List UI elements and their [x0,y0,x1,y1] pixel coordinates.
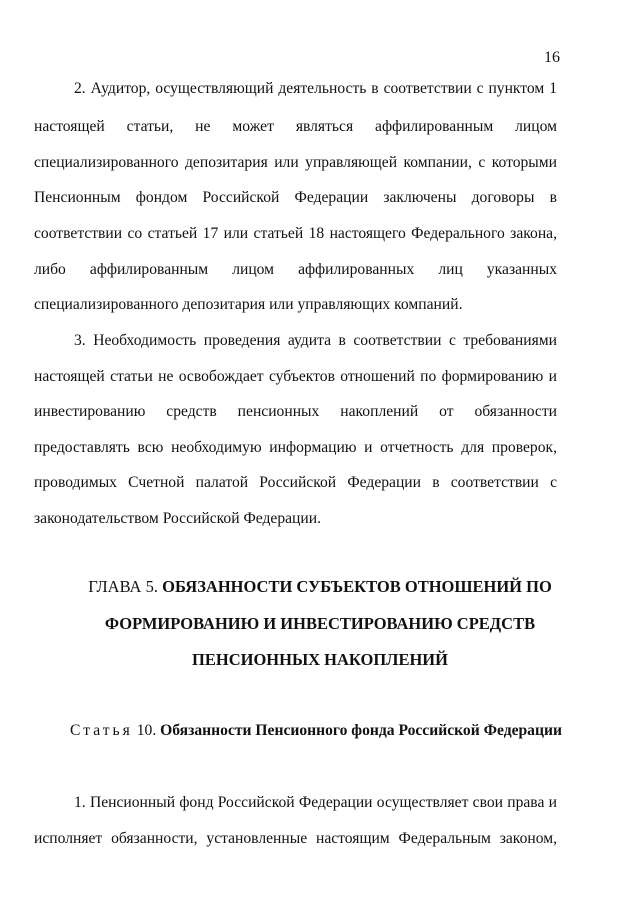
para2-line-1: 2. Аудитор, осуществляющий деятельность в соответствии с пунктом 1 [74,80,557,97]
para3-line-1: 3. Необходимость проведения аудита в соответствии с требованиями [74,332,557,349]
chapter-title-part-1: ОБЯЗАННОСТИ СУБЪЕКТОВ ОТНОШЕНИЙ ПО [162,577,552,596]
para3-line-6: законодательством Российской Федерации. [34,510,321,527]
para2-line-3: специализированного депозитария или управляющей компании, с которыми [34,154,557,171]
para2-line-4: Пенсионным фондом Российской Федерации заключены договоры в [34,189,557,206]
para2-line-7: специализированного депозитария или управляющих компаний. [34,296,463,313]
chapter-heading-line-1 [0,577,640,597]
para3-line-5: проводимых Счетной палатой Российской Федерации в соответствии с [34,474,557,491]
para3-line-3: инвестированию средств пенсионных накоплений от обязанности [34,403,557,420]
article-para1-line-2: исполняет обязанности, установленные настоящим Федеральным законом, [34,830,557,847]
para2-line-6: либо аффилированным лицом аффилированных лиц указанных [34,261,557,278]
article-heading [70,722,562,740]
article-number: 10. [136,722,157,739]
chapter-prefix: ГЛАВА 5. [88,577,158,596]
para2-line-5: соответствии со статьей 17 или статьей 18 настоящего Федерального закона, [34,225,557,242]
para3-line-4: предоставлять всю необходимую информацию и отчетность для проверок, [34,439,557,456]
para3-line-2: настоящей статьи не освобождает субъектов отношений по формированию и [34,368,557,385]
page-number: 16 [544,49,560,66]
article-para1-line-1: 1. Пенсионный фонд Российской Федерации осуществляет свои права и [74,794,557,811]
para2-line-2: настоящей статьи, не может являться аффилированным лицом [34,118,557,135]
article-title: Обязанности Пенсионного фонда Российской Федерации [160,722,562,739]
article-word: Статья [70,722,133,739]
chapter-heading-line-2: ФОРМИРОВАНИЮ И ИНВЕСТИРОВАНИЮ СРЕДСТВ [104,614,536,633]
chapter-heading-line-3: ПЕНСИОННЫХ НАКОПЛЕНИЙ [192,650,448,669]
